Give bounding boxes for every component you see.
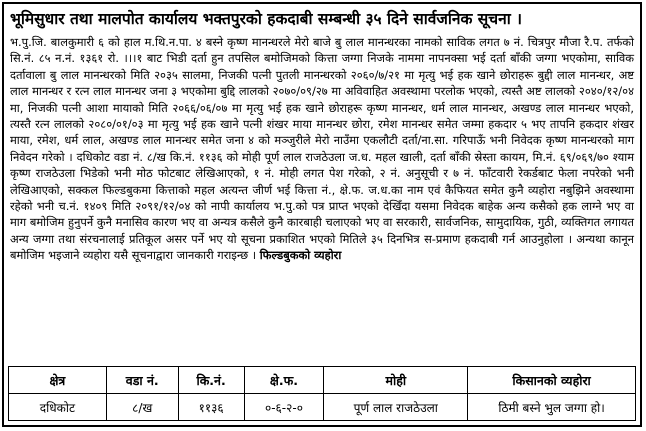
cell-ward: ८/ख — [106, 394, 178, 421]
header-plot-no: कि.नं. — [178, 367, 244, 394]
cell-tenant: पूर्ण लाल राजठेउला — [324, 394, 468, 421]
header-ward: वडा नं. — [106, 367, 178, 394]
header-plot-area: क्षे.फ. — [244, 367, 324, 394]
header-area: क्षेत्र — [9, 367, 107, 394]
notice-body — [4, 34, 640, 350]
cell-plot-no: ११३६ — [178, 394, 244, 421]
cell-farmer-remarks: ठिमी बस्ने भुल जग्गा हो। — [468, 394, 636, 421]
notice-body-tail: फिल्डबुकको व्यहोरा — [259, 248, 342, 263]
cell-area: दधिकोट — [9, 394, 107, 421]
notice-title: भूमिसुधार तथा मालपोत कार्यालय भक्तपुरको हकदाबी सम्बन्धी ३५ दिने सार्वजनिक सूचना । — [10, 10, 522, 28]
table-row — [9, 394, 636, 421]
cell-plot-area: ०-६-२-० — [244, 394, 324, 421]
field-book-table — [8, 366, 636, 421]
header-tenant: मोही — [324, 367, 468, 394]
header-farmer-remarks: किसानको व्यहोरा — [468, 367, 636, 394]
table-header-row — [9, 367, 636, 394]
public-notice — [2, 2, 642, 427]
notice-body-text: भ.पु.जि. बालकुमारी ६ को हाल म.थि.न.पा. ४ बस्ने कृष्ण मानन्धरले मेरो बाजे बु लाल मानन्धरका नामको साविक लगत ७ नं. चित्रपुर मौजा रै.प. तर्फको सि.नं. ८५ न.नं. १३६१ रो. ।।।१ बाट भिडी दर्ता हुन तपसिल बमोजिमको कित्ता जग्गा निजके नाममा नापनक्सा भई दर्ता बाँकी जग्गा भएकोमा, साविक दर्तावाला बु लाल मानन्धरको मिति २०३५ सालमा, निजकी पत्नी पुतली मानन्धरको २०६०/७/२१ मा मृत्यु भई हक खाने छोराहरू बुद्दी लाल मानन्धर, अष्ट लाल मानन्धर र रत्न लाल मानन्धर जना ३ भएकोमा बुद्दि लालको २०७०/०९/२७ मा अविवाहित अवस्थामा परलोक भएको, त्यस्तै अष्ट लालको २०४०/१२/०४ मा, निजकी पत्नी आशा मायाको मिति २०६६/०६/०७ मा मृत्यु भई हक खाने छोराहरू कृष्ण मानन्धर, धर्म लाल मानन्धर, अखण्ड लाल मानन्धर भएको, त्यस्तै रत्न लालको २०८०/०१/०३ मा मृत्यु भई हक खाने पत्नी शंखर माया मानन्धर छोरा, रमेश मानन्धर समेत जम्मा हकदार ५ भए तापनि हकदार शंखर माया, रमेश, धर्म लाल, अखण्ड लाल मानन्धर समेत जना ४ को मञ्जुरीले मेरो नाउँमा एकलौटी दर्ता/ना.सा. गरिपाऊँ भनी निवेदक कृष्ण मानन्धरको माग निवेदन गरेको । दधिकोट वडा नं. ८/ख कि.नं. ११३६ को मोही पूर्ण लाल राजठेउला ज.ध. महल खाली, दर्ता बाँकी स्रेस्ता कायम, मि.नं. ६९/०६९/७० श्याम कृष्ण राजठेउला भिडेको भनी मोठ फोटबाट लेखिआएको, १ नं. मोही लगत पेश गरेको, २ नं. अनुसूची र ७ नं. फाँटवारी रेकर्डबाट फेला नपरेको भनी लेखिआएको, सक्कल फिल्डबुकमा कित्ताको महल अत्यन्त जीर्ण भई कित्ता नं., क्षे.फ. ज.ध.का नाम एवं कैफियत समेत कुनै व्यहोरा नबुझिने अवस्थामा रहेको भनी च.नं. १४०९ मिति २०९१/१२/०४ को नापी कार्यालय भ.पु.को पत्र प्राप्त भएको देखिँदा यसमा निवेदक बाहेक अन्य कसैको हक लाग्ने भए वा माग बमोजिम हुनुपर्ने कुनै मनासिव कारण भए वा अन्यत्र कसैले कुनै कारबाही चलाएको भए वा सरकारी, सार्वजनिक, सामुदायिक, गुठी, व्यक्तिगत लगायत अन्य जग्गा तथा संरचनालाई प्रतिकूल असर पर्ने भए यो सूचना प्रकाशित भएको मितिले ३५ दिनभित्र स-प्रमाण हकदाबी गर्न आउनुहोला । अन्यथा कानून बमोजिम भइजाने व्यहोरा यसै सूचनाद्वारा जानकारी गराइन्छ । — [10, 35, 634, 263]
